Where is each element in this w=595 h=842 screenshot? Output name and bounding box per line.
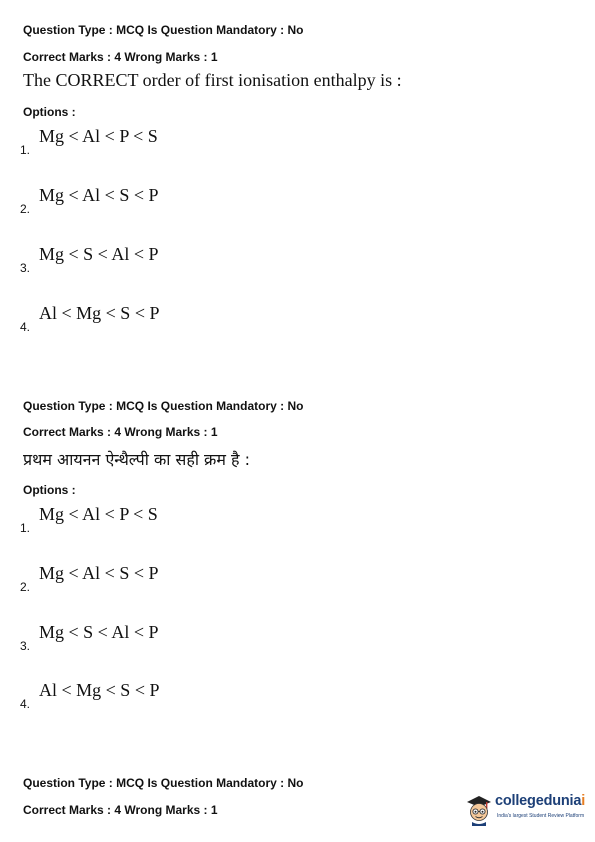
question-type-line: Question Type : MCQ Is Question Mandatory : No [23, 399, 304, 413]
option-2[interactable] [20, 563, 420, 597]
option-1[interactable] [20, 504, 420, 538]
option-1[interactable] [20, 126, 420, 160]
marks-line: Correct Marks : 4 Wrong Marks : 1 [23, 803, 218, 817]
option-3[interactable] [20, 244, 420, 278]
option-text: Mg < S < Al < P [39, 622, 159, 642]
question-type-line: Question Type : MCQ Is Question Mandatory : No [23, 776, 304, 790]
marks-line: Correct Marks : 4 Wrong Marks : 1 [23, 425, 218, 439]
option-number: 4. [20, 320, 31, 334]
options-label: Options : [23, 483, 76, 497]
brand-suffix: i [581, 793, 586, 809]
option-3[interactable] [20, 622, 420, 656]
brand-tagline: India's largest Student Review Platform [497, 813, 585, 819]
option-number: 3. [20, 261, 31, 275]
option-text: Mg < Al < S < P [39, 185, 159, 205]
option-number: 4. [20, 697, 31, 711]
option-text: Mg < Al < P < S [39, 126, 158, 146]
brand-main: collegedunia [495, 793, 582, 809]
option-number: 2. [20, 580, 31, 594]
options-label: Options : [23, 105, 76, 119]
option-4[interactable] [20, 680, 420, 714]
option-text: Al < Mg < S < P [39, 680, 160, 700]
question-text: The CORRECT order of first ionisation enthalpy is : [23, 70, 402, 90]
option-text: Al < Mg < S < P [39, 303, 160, 323]
option-text: Mg < S < Al < P [39, 244, 159, 264]
question-text: प्रथम आयनन ऐन्थैल्पी का सही क्रम है : [23, 450, 250, 469]
collegedunia-logo [464, 790, 588, 830]
option-4[interactable] [20, 303, 420, 337]
marks-line: Correct Marks : 4 Wrong Marks : 1 [23, 50, 218, 64]
question-type-line: Question Type : MCQ Is Question Mandatory : No [23, 23, 304, 37]
student-mascot-icon [464, 792, 494, 826]
option-text: Mg < Al < P < S [39, 504, 158, 524]
option-number: 3. [20, 639, 31, 653]
option-number: 2. [20, 202, 31, 216]
brand-name [495, 793, 585, 809]
option-2[interactable] [20, 185, 420, 219]
option-number: 1. [20, 521, 31, 535]
option-text: Mg < Al < S < P [39, 563, 159, 583]
option-number: 1. [20, 143, 31, 157]
